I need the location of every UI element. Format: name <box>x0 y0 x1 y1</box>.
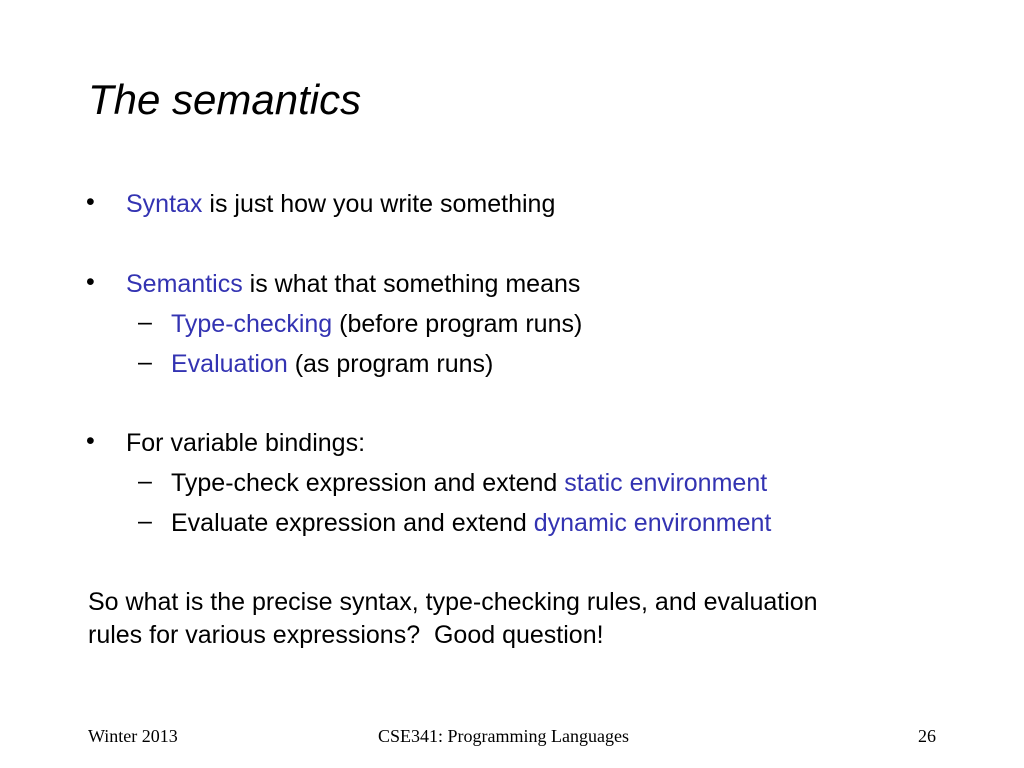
slide-title: The semantics <box>88 76 362 123</box>
bullet-syntax <box>126 188 555 220</box>
subbullet-text: Evaluate expression and extend <box>171 509 534 537</box>
subbullet-text: (as program runs) <box>287 350 494 378</box>
subbullet-type-check <box>171 467 767 499</box>
subbullet-evaluation <box>171 348 493 380</box>
subbullet-marker: – <box>138 308 152 336</box>
subbullet-marker: – <box>138 467 152 495</box>
bullet-marker: • <box>86 188 95 216</box>
bullet-marker: • <box>86 427 95 455</box>
bullet-text: is just how you write something <box>202 190 556 218</box>
closing-line-2: rules for various expressions? Good question! <box>88 621 604 649</box>
bullet-marker: • <box>86 268 95 296</box>
term-type-checking: Type-checking <box>171 310 333 338</box>
subbullet-marker: – <box>138 507 152 535</box>
term-dynamic-environment: dynamic environment <box>533 509 772 537</box>
closing-line-1: So what is the precise syntax, type-checking rules, and evaluation <box>88 588 818 616</box>
closing-paragraph <box>88 586 988 652</box>
subbullet-marker: – <box>138 348 152 376</box>
term-syntax: Syntax <box>126 190 203 218</box>
footer-date: Winter 2013 <box>88 726 178 746</box>
bullet-variable-bindings <box>126 427 365 459</box>
subbullet-type-checking <box>171 308 582 340</box>
subbullet-evaluate <box>171 507 771 539</box>
footer-course: CSE341: Programming Languages <box>378 726 629 746</box>
bullet-text: is what that something means <box>242 270 581 298</box>
bullet-text: For variable bindings: <box>126 429 366 457</box>
term-semantics: Semantics <box>126 270 243 298</box>
term-static-environment: static environment <box>564 469 768 497</box>
term-evaluation: Evaluation <box>171 350 288 378</box>
subbullet-text: (before program runs) <box>332 310 583 338</box>
bullet-semantics <box>126 268 580 300</box>
footer-page-number: 26 <box>918 726 936 746</box>
subbullet-text: Type-check expression and extend <box>171 469 565 497</box>
